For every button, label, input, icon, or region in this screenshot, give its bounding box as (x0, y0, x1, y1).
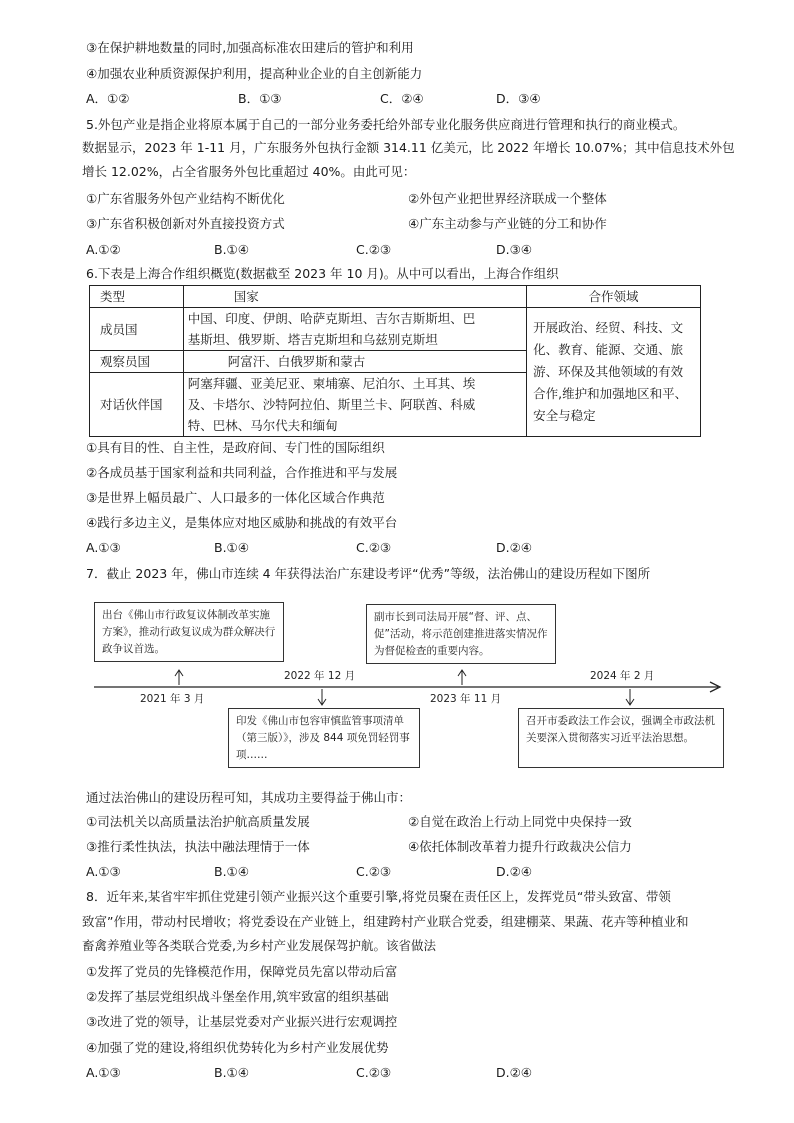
q5-option-a[interactable]: A.①② (86, 242, 121, 257)
row-countries-members-line-1: 中国、印度、伊朗、哈萨克斯坦、吉尔吉斯斯坦、巴 (187, 311, 476, 326)
fields-line-3: 游、环保及其他领域的有效 (533, 364, 684, 379)
q8-option-b[interactable]: B.①④ (214, 1065, 249, 1080)
table-header-countries: 国家 (183, 286, 526, 308)
q7-item-4: ④依托体制改革着力提升行政裁决公信力 (408, 839, 632, 854)
q6-item-3: ③是世界上幅员最广、人口最多的一体化区域合作典范 (86, 490, 385, 505)
q5-stem-line-1: 5.外包产业是指企业将原本属于自己的一部分业务委托给外部专业化服务供应商进行管理和执行的商业模式。 (86, 117, 686, 132)
fields-line-1: 开展政治、经贸、科技、文 (533, 320, 684, 335)
fields-line-2: 化、教育、能源、交通、旅 (533, 342, 684, 357)
date-label-2021: 2021 年 3 月 (140, 693, 205, 705)
q7-option-b[interactable]: B.①④ (214, 864, 249, 879)
q6-item-1: ①具有目的性、自主性，是政府间、专门性的国际组织 (86, 440, 385, 455)
q6-option-c[interactable]: C.②③ (356, 540, 392, 555)
table-header-type: 类型 (90, 286, 184, 308)
q4-item-4: ④加强农业种质资源保护利用，提高种业企业的自主创新能力 (86, 66, 423, 81)
table-header-fields: 合作领域 (527, 286, 701, 308)
row-countries-members (183, 308, 526, 351)
q8-stem-line-3: 畜禽养殖业等各类联合党委,为乡村产业发展保驾护航。该省做法 (82, 938, 436, 953)
q5-stem-line-2: 数据显示，2023 年 1-11 月，广东服务外包执行金额 314.11 亿美元，比 2022 年增长 10.07%；其中信息技术外包 (82, 140, 735, 155)
q7-item-1: ①司法机关以高质量法治护航高质量发展 (86, 814, 310, 829)
q5-item-2: ②外包产业把世界经济联成一个整体 (408, 191, 607, 206)
q7-option-a[interactable]: A.①③ (86, 864, 121, 879)
sco-overview-table (89, 285, 701, 437)
q4-option-d[interactable]: D．③④ (496, 91, 541, 106)
q5-item-3: ③广东省积极创新对外直接投资方式 (86, 216, 285, 231)
row-countries-observers: 阿富汗、白俄罗斯和蒙古 (183, 351, 526, 373)
table-row (90, 308, 701, 351)
q5-item-1: ①广东省服务外包产业结构不断优化 (86, 191, 285, 206)
event-box-2021: 出台《佛山市行政复议体制改革实施方案》，推动行政复议成为群众解决行政争议首选。 (94, 602, 284, 662)
q7-item-3: ③推行柔性执法，执法中融法理情于一体 (86, 839, 310, 854)
q6-item-2: ②各成员基于国家利益和共同利益，合作推进和平与发展 (86, 465, 398, 480)
q5-stem-line-3: 增长 12.02%，占全省服务外包比重超过 40%。由此可见： (82, 164, 416, 179)
q5-option-b[interactable]: B.①④ (214, 242, 249, 257)
q8-stem-line-2: 致富”作用，带动村民增收；将党委设在产业链上，组建跨村产业联合党委，组建棚菜、果蔬、花卉等种植业和 (82, 914, 689, 929)
q7-item-2: ②自觉在政治上行动上同党中央保持一致 (408, 814, 632, 829)
q4-item-3: ③在保护耕地数量的同时,加强高标准农田建后的管护和利用 (86, 40, 414, 55)
date-label-2022: 2022 年 12 月 (284, 670, 356, 682)
row-type-observers: 观察员国 (90, 351, 184, 373)
q8-item-1: ①发挥了党员的先锋模范作用，保障党员先富以带动后富 (86, 964, 398, 979)
date-label-2023: 2023 年 11 月 (430, 693, 502, 705)
q7-lead: 通过法治佛山的建设历程可知，其成功主要得益于佛山市： (86, 790, 412, 805)
q4-option-a[interactable]: A．①② (86, 91, 130, 106)
fields-line-5: 安全与稳定 (533, 408, 596, 423)
cooperation-fields-cell (527, 308, 701, 437)
q6-item-4: ④践行多边主义，是集体应对地区威胁和挑战的有效平台 (86, 515, 398, 530)
row-countries-dialogue (183, 373, 526, 437)
q8-option-c[interactable]: C.②③ (356, 1065, 392, 1080)
q8-stem-line-1: 8．近年来,某省牢牢抓住党建引领产业振兴这个重要引擎,将党员聚在责任区上，发挥党员“带头致富、带领 (86, 889, 671, 904)
row-type-members: 成员国 (90, 308, 184, 351)
q4-option-b[interactable]: B．①③ (238, 91, 282, 106)
event-box-2023: 副市长到司法局开展“督、评、点、促”活动，将示范创建推进落实情况作为督促检查的重要内容。 (366, 604, 556, 664)
q5-item-4: ④广东主动参与产业链的分工和协作 (408, 216, 607, 231)
q7-option-c[interactable]: C.②③ (356, 864, 392, 879)
q5-option-d[interactable]: D.③④ (496, 242, 533, 257)
q6-option-b[interactable]: B.①④ (214, 540, 249, 555)
row-countries-dialogue-line-3: 特、巴林、马尔代夫和缅甸 (187, 418, 338, 433)
q8-option-d[interactable]: D.②④ (496, 1065, 533, 1080)
row-countries-dialogue-line-1: 阿塞拜疆、亚美尼亚、柬埔寨、尼泊尔、土耳其、埃 (187, 376, 476, 391)
q5-option-c[interactable]: C.②③ (356, 242, 392, 257)
q7-stem: 7．截止 2023 年，佛山市连续 4 年获得法治广东建设考评“优秀”等级，法治佛山的建设历程如下图所 (86, 566, 651, 581)
q6-option-d[interactable]: D.②④ (496, 540, 533, 555)
event-box-2024: 召开市委政法工作会议，强调全市政法机关要深入贯彻落实习近平法治思想。 (518, 708, 724, 768)
event-box-2022: 印发《佛山市包容审慎监管事项清单（第三版）》，涉及 844 项免罚轻罚事项…… (228, 708, 420, 768)
timeline-diagram (90, 598, 730, 773)
q8-item-2: ②发挥了基层党组织战斗堡垒作用,筑牢致富的组织基础 (86, 989, 389, 1004)
table-header-row (90, 286, 701, 308)
q8-item-4: ④加强了党的建设,将组织优势转化为乡村产业发展优势 (86, 1040, 389, 1055)
fields-line-4: 合作,维护和加强地区和平、 (533, 386, 688, 401)
q4-option-c[interactable]: C．②④ (380, 91, 424, 106)
date-label-2024: 2024 年 2 月 (590, 670, 655, 682)
row-type-dialogue: 对话伙伴国 (90, 373, 184, 437)
row-countries-dialogue-line-2: 及、卡塔尔、沙特阿拉伯、斯里兰卡、阿联酋、科威 (187, 397, 476, 412)
q7-option-d[interactable]: D.②④ (496, 864, 533, 879)
q8-option-a[interactable]: A.①③ (86, 1065, 121, 1080)
row-countries-members-line-2: 基斯坦、俄罗斯、塔吉克斯坦和乌兹别克斯坦 (187, 332, 438, 347)
q8-item-3: ③改进了党的领导，让基层党委对产业振兴进行宏观调控 (86, 1014, 398, 1029)
q6-stem: 6.下表是上海合作组织概览(数据截至 2023 年 10 月)。从中可以看出，上海合作组织 (86, 266, 559, 281)
q6-option-a[interactable]: A.①③ (86, 540, 121, 555)
